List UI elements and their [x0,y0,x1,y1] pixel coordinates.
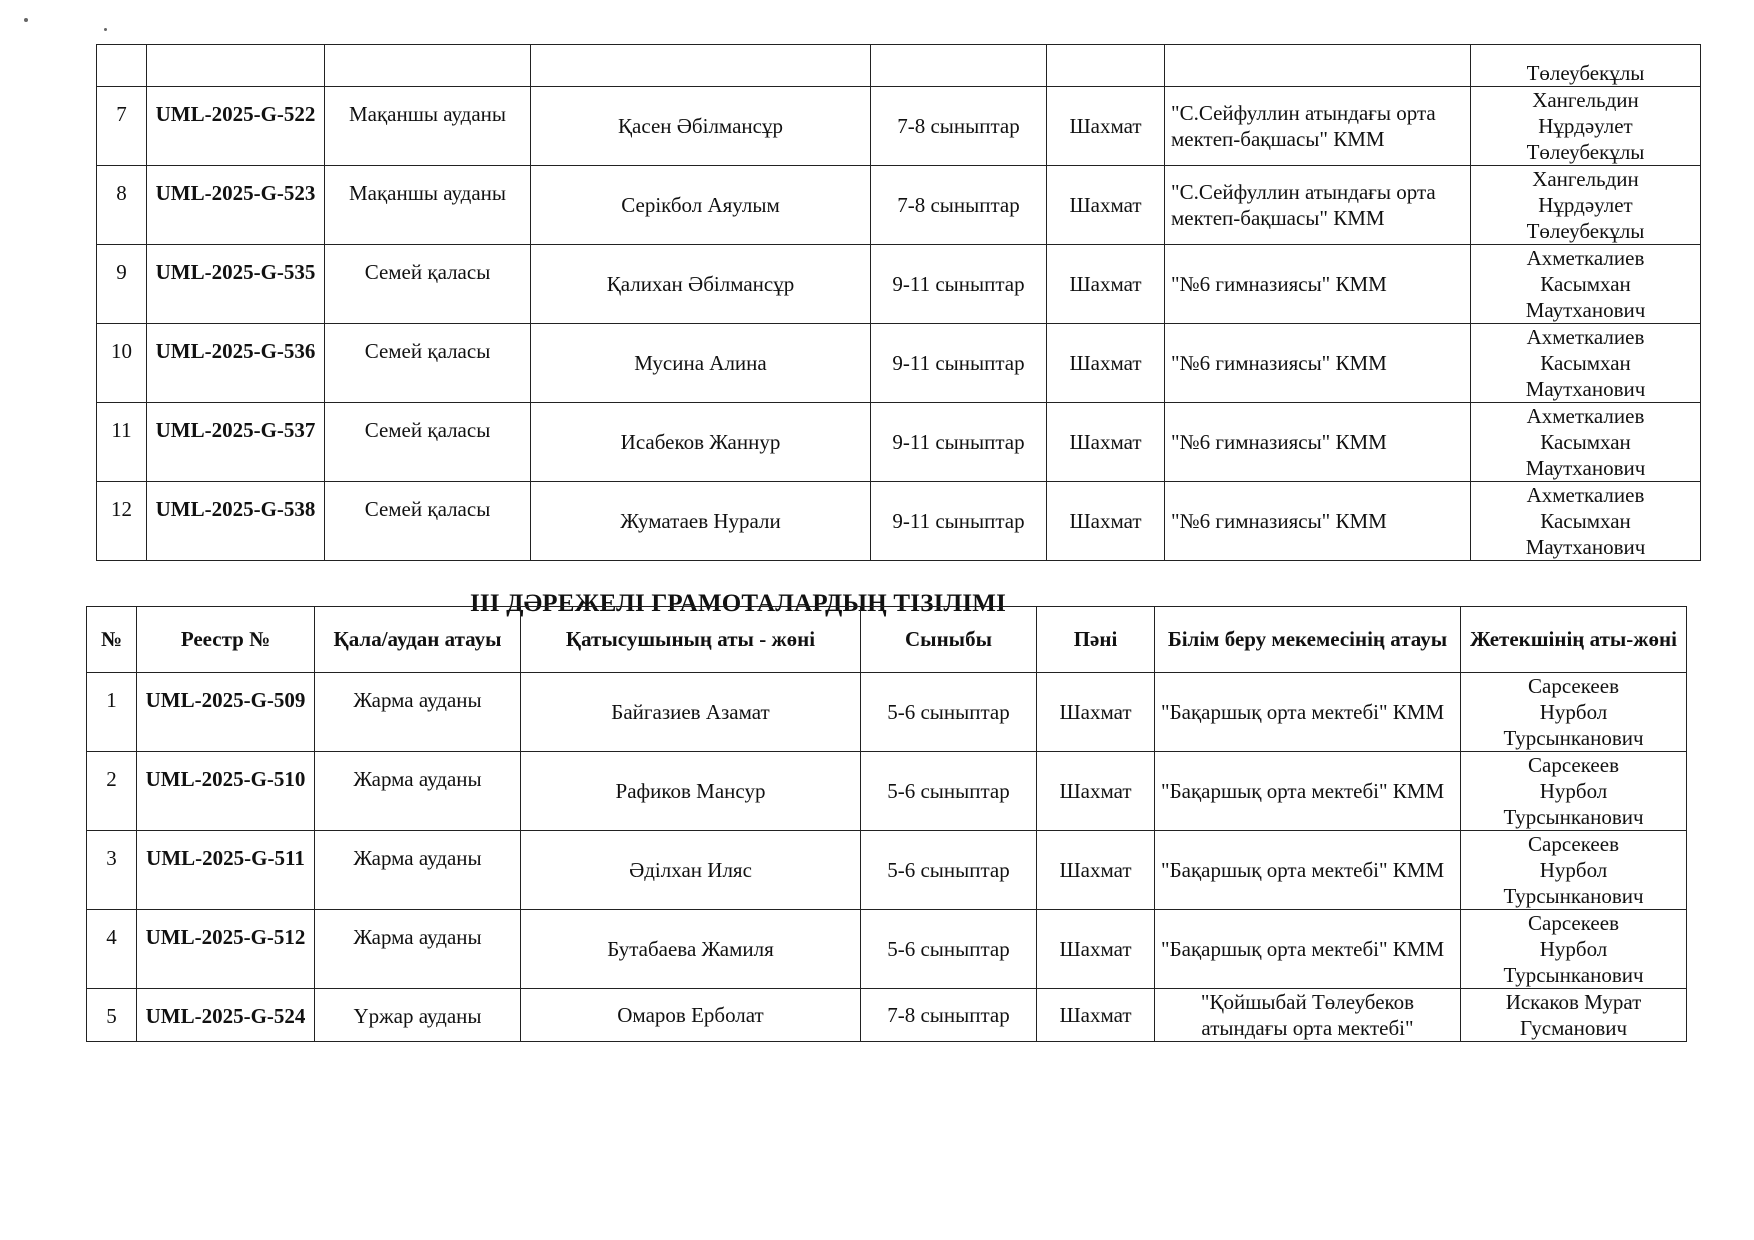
leader-name-part: Нұрдәулет [1538,114,1633,138]
leader-name-part: Касымхан [1540,351,1631,375]
cell-subject: Шахмат [1037,673,1155,752]
section-title: ІІІ ДӘРЕЖЕЛІ ГРАМОТАЛАРДЫҢ ТІЗІЛІМІ [470,590,1007,617]
cell-participant: Қалихан Әбілмансұр [531,245,871,324]
cell-leader [1471,403,1701,482]
cell-school: "Бақаршық орта мектебі" КММ [1155,910,1461,989]
leader-name-part: Сарсекеев [1528,832,1619,856]
leader-name-part: Төлеубекұлы [1526,140,1645,164]
leader-name-part: Маутханович [1525,377,1646,401]
cell-subject: Шахмат [1037,910,1155,989]
cell-grade: 7-8 сыныптар [871,166,1047,245]
cell-subject: Шахмат [1047,324,1165,403]
cell-leader [1461,752,1687,831]
cell-number: 1 [87,673,137,752]
cell-participant: Серікбол Аяулым [531,166,871,245]
header-district: Қала/аудан атауы [315,607,521,673]
cell-grade: 9-11 сыныптар [871,245,1047,324]
bottom-table [86,606,1687,1042]
cell-number: 11 [97,403,147,482]
leader-name-part: Хангельдин [1532,167,1639,191]
cell-subject: Шахмат [1047,87,1165,166]
table-row [97,324,1701,403]
cell-number: 4 [87,910,137,989]
leader-name-part: Гусманович [1519,1016,1628,1040]
leader-name-part: Нұрдәулет [1538,193,1633,217]
cell-participant: Жуматаев Нурали [531,482,871,561]
cell-registry: UML-2025-G-538 [147,482,325,561]
cell-district: Жарма ауданы [315,831,521,910]
cell-empty [1047,45,1165,87]
cell-grade: 9-11 сыныптар [871,324,1047,403]
cell-district: Үржар ауданы [315,989,521,1042]
table-row [97,166,1701,245]
cell-school: "С.Сейфуллин атындағы орта мектеп-бақшасы" КММ [1165,87,1471,166]
cell-school: "Бақаршық орта мектебі" КММ [1155,752,1461,831]
scan-speck [104,28,107,31]
leader-name-part: Касымхан [1540,430,1631,454]
cell-leader [1461,831,1687,910]
cell-grade: 5-6 сыныптар [861,910,1037,989]
leader-name-part: Искаков Мурат [1505,990,1642,1014]
cell-grade: 9-11 сыныптар [871,403,1047,482]
cell-school: "Бақаршық орта мектебі" КММ [1155,831,1461,910]
cell-grade: 5-6 сыныптар [861,831,1037,910]
leader-name-part: Касымхан [1540,509,1631,533]
cell-leader [1461,910,1687,989]
cell-leader [1471,166,1701,245]
scan-speck [24,18,28,22]
cell-subject: Шахмат [1037,752,1155,831]
table-row [97,245,1701,324]
cell-district: Семей қаласы [325,324,531,403]
cell-registry: UML-2025-G-522 [147,87,325,166]
leader-name-part: Ахметкалиев [1526,483,1645,507]
cell-registry: UML-2025-G-523 [147,166,325,245]
header-school: Білім беру мекемесінің атауы [1155,607,1461,673]
cell-registry: UML-2025-G-536 [147,324,325,403]
cell-participant: Мусина Алина [531,324,871,403]
header-grade: Сыныбы [861,607,1037,673]
cell-grade: 7-8 сыныптар [871,87,1047,166]
cell-number: 10 [97,324,147,403]
leader-name-part: Нурбол [1539,858,1608,882]
cell-school: "№6 гимназиясы" КММ [1165,482,1471,561]
leader-name-part: Маутханович [1525,298,1646,322]
leader-name-part: Нурбол [1539,700,1608,724]
cell-participant: Әділхан Иляс [521,831,861,910]
leader-name-part: Сарсекеев [1528,911,1619,935]
cell-grade: 9-11 сыныптар [871,482,1047,561]
table-row [97,482,1701,561]
cell-district: Семей қаласы [325,482,531,561]
cell-leader [1471,482,1701,561]
cell-leader: Төлеубекұлы [1471,45,1701,87]
cell-district: Мақаншы ауданы [325,87,531,166]
leader-name-part: Маутханович [1525,456,1646,480]
cell-subject: Шахмат [1047,403,1165,482]
top-table [96,44,1701,561]
cell-registry: UML-2025-G-509 [137,673,315,752]
leader-name-part: Турсынканович [1503,805,1644,829]
table-row [87,910,1687,989]
leader-name-part: Сарсекеев [1528,753,1619,777]
header-leader: Жетекшінің аты-жөні [1461,607,1687,673]
header-no: № [87,607,137,673]
cell-participant: Байгазиев Азамат [521,673,861,752]
cell-participant: Исабеков Жаннур [531,403,871,482]
leader-name-part: Ахметкалиев [1526,404,1645,428]
table-row [97,403,1701,482]
cell-school: "Бақаршық орта мектебі" КММ [1155,673,1461,752]
leader-name-part: Маутханович [1525,535,1646,559]
cell-district: Жарма ауданы [315,752,521,831]
cell-number: 9 [97,245,147,324]
leader-name-part: Ахметкалиев [1526,325,1645,349]
cell-leader [1471,324,1701,403]
cell-district: Семей қаласы [325,403,531,482]
cell-district: Семей қаласы [325,245,531,324]
cell-number: 2 [87,752,137,831]
header-subject: Пәні [1037,607,1155,673]
cell-registry: UML-2025-G-537 [147,403,325,482]
cell-empty [1165,45,1471,87]
cell-number: 7 [97,87,147,166]
cell-leader [1471,245,1701,324]
cell-subject: Шахмат [1047,245,1165,324]
cell-leader [1471,87,1701,166]
leader-name-part: Турсынканович [1503,726,1644,750]
cell-district: Мақаншы ауданы [325,166,531,245]
table-row [87,831,1687,910]
leader-name-part: Турсынканович [1503,884,1644,908]
leader-name-part: Касымхан [1540,272,1631,296]
cell-school: "№6 гимназиясы" КММ [1165,324,1471,403]
cell-school: "№6 гимназиясы" КММ [1165,403,1471,482]
cell-empty [531,45,871,87]
cell-number: 8 [97,166,147,245]
table-row [97,87,1701,166]
cell-subject: Шахмат [1037,989,1155,1042]
cell-participant: Рафиков Мансур [521,752,861,831]
cell-school: "С.Сейфуллин атындағы орта мектеп-бақшасы" КММ [1165,166,1471,245]
cell-registry: UML-2025-G-510 [137,752,315,831]
cell-leader [1461,989,1687,1042]
cell-registry: UML-2025-G-535 [147,245,325,324]
cell-district: Жарма ауданы [315,673,521,752]
cell-grade: 5-6 сыныптар [861,673,1037,752]
leader-name-part: Хангельдин [1532,88,1639,112]
cell-grade: 5-6 сыныптар [861,752,1037,831]
cell-district: Жарма ауданы [315,910,521,989]
table-row-partial [97,45,1701,87]
leader-name-part: Турсынканович [1503,963,1644,987]
cell-registry: UML-2025-G-524 [137,989,315,1042]
cell-number: 12 [97,482,147,561]
leader-name-part: Ахметкалиев [1526,246,1645,270]
cell-empty [871,45,1047,87]
cell-empty [325,45,531,87]
header-registry: Реестр № [137,607,315,673]
cell-subject: Шахмат [1037,831,1155,910]
leader-name-part: Сарсекеев [1528,674,1619,698]
table-row [87,673,1687,752]
cell-registry: UML-2025-G-511 [137,831,315,910]
cell-participant: Қасен Әбілмансұр [531,87,871,166]
cell-school: "Қойшыбай Төлеубеков атындағы орта мектебі" [1155,989,1461,1042]
leader-name-part: Нурбол [1539,937,1608,961]
cell-number: 5 [87,989,137,1042]
cell-number: 3 [87,831,137,910]
cell-subject: Шахмат [1047,166,1165,245]
cell-school: "№6 гимназиясы" КММ [1165,245,1471,324]
cell-empty [97,45,147,87]
header-participant: Қатысушының аты - жөні [521,607,861,673]
header-row [87,607,1687,673]
cell-participant: Бутабаева Жамиля [521,910,861,989]
leader-name-part: Төлеубекұлы [1526,219,1645,243]
cell-participant: Омаров Ерболат [521,989,861,1042]
cell-leader [1461,673,1687,752]
cell-registry: UML-2025-G-512 [137,910,315,989]
table-row [87,752,1687,831]
cell-empty [147,45,325,87]
leader-name-part: Нурбол [1539,779,1608,803]
cell-grade: 7-8 сыныптар [861,989,1037,1042]
table-row [87,989,1687,1042]
cell-subject: Шахмат [1047,482,1165,561]
